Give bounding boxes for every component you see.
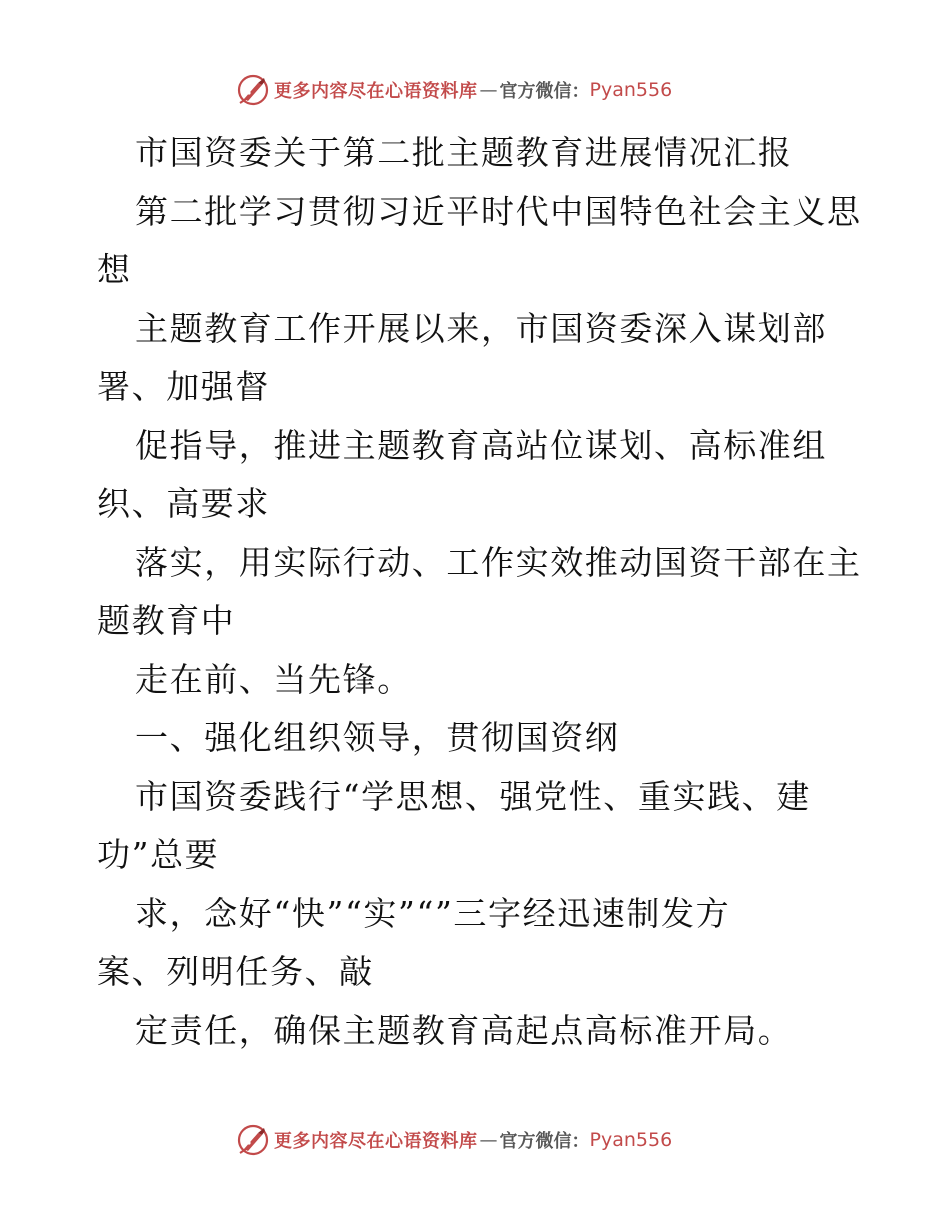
section-heading: 一、强化组织领导，贯彻国资纲 <box>135 718 620 757</box>
banner-dash: — <box>479 79 498 101</box>
document-line: 第二批学习贯彻习近平时代中国特色社会主义思 <box>135 191 862 231</box>
document-line: 走在前、当先锋。 <box>135 659 412 699</box>
banner-wechat-label: 官方微信： <box>499 81 590 102</box>
document-line: 署、加强督 <box>97 367 270 406</box>
banner-text: 更多内容尽在心语资料库 <box>274 1131 478 1152</box>
banner-wechat-id: Pyan556 <box>589 79 673 101</box>
document-line: 求，念好“快”“实”“”三字经迅速制发方 <box>135 893 731 933</box>
banner-text: 更多内容尽在心语资料库 <box>274 81 478 102</box>
document-line: 促指导，推进主题教育高站位谋划、高标准组 <box>135 425 827 465</box>
document-line: 案、列明任务、敲 <box>97 952 374 991</box>
document-line: 定责任，确保主题教育高起点高标准开局。 <box>135 1010 793 1050</box>
document-line: 题教育中 <box>97 601 236 640</box>
document-line: 功”总要 <box>97 835 220 874</box>
document-line: 市国资委关于第二批主题教育进展情况汇报 <box>135 133 793 172</box>
document-line: 落实，用实际行动、工作实效推动国资干部在主 <box>135 542 862 582</box>
header-banner <box>236 72 672 108</box>
document-line: 主题教育工作开展以来，市国资委深入谋划部 <box>135 308 827 348</box>
document-line: 想 <box>97 250 132 289</box>
banner-dash: — <box>479 1129 498 1151</box>
quill-pen-logo-icon <box>236 73 270 107</box>
banner-wechat-id: Pyan556 <box>589 1129 673 1151</box>
document-body <box>97 124 862 1060</box>
document-line: 市国资委践行“学思想、强党性、重实践、建 <box>135 776 811 816</box>
quill-pen-logo-icon <box>236 1123 270 1157</box>
document-line: 织、高要求 <box>97 484 270 523</box>
banner-wechat-label: 官方微信： <box>499 1131 590 1152</box>
footer-banner <box>236 1122 672 1158</box>
